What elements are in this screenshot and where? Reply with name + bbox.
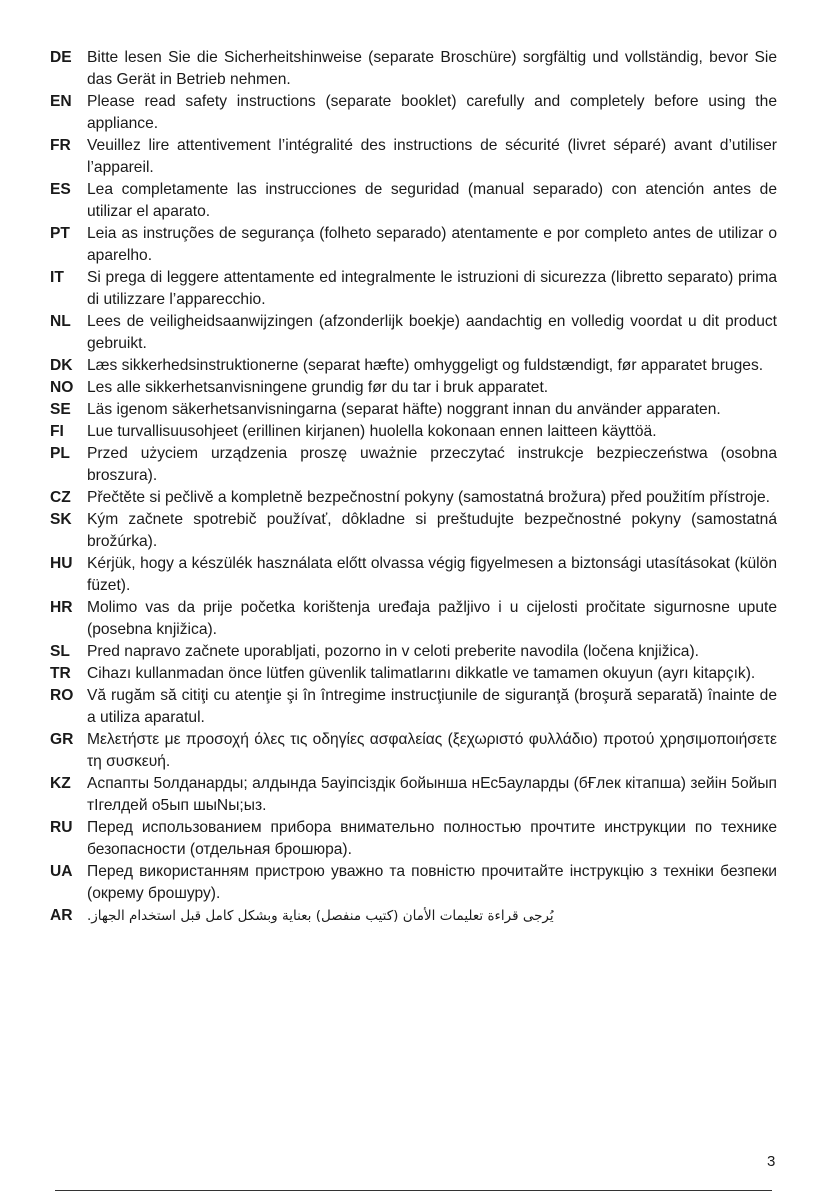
notice-ro [50,685,777,729]
notice-pt [50,223,777,267]
notice-tr [50,663,777,685]
language-code: ES [50,181,71,198]
notice-de [50,47,777,91]
notice-text: Les alle sikkerhetsanvisningene grundig før du tar i bruk apparatet. [87,379,549,396]
notice-text: Läs igenom säkerhetsanvisningarna (separat häfte) noggrant innan du använder apparaten. [87,401,721,418]
language-code: PT [50,225,70,242]
language-code: RU [50,819,73,836]
notice-text: Bitte lesen Sie die Sicherheitshinweise (separate Broschüre) sorgfältig und vollständig, bevor Sie das Gerät in Betrieb nehmen. [87,49,777,88]
notice-kz [50,773,777,817]
notice-text: Læs sikkerhedsinstruktionerne (separat hæfte) omhyggeligt og fuldstændigt, før apparatet bruges. [87,357,764,374]
notice-text: Lees de veiligheidsaanwijzingen (afzonderlijk boekje) aandachtig en volledig voordat u dit product gebruikt. [87,313,777,352]
notice-cz [50,487,777,509]
notice-text: Si prega di leggere attentamente ed integralmente le istruzioni di sicurezza (libretto separato) prima di utilizzare l’apparecchio. [87,269,777,308]
language-code: PL [50,445,70,462]
page-number: 3 [767,1153,776,1170]
notice-text: يُرجى قراءة تعليمات الأمان (كتيب منفصل) بعناية وبشكل كامل قبل استخدام الجهاز. [87,908,554,924]
notice-no [50,377,777,399]
notice-it [50,267,777,311]
language-code: DK [50,357,73,374]
notice-text: Pred napravo začnete uporabljati, pozorno in v celoti preberite navodila (ločena knjižica). [87,643,699,660]
notice-text: Kérjük, hogy a készülék használata előtt olvassa végig figyelmesen a biztonsági utasításokat (külön füzet). [87,555,777,594]
language-code: NO [50,379,74,396]
notice-text: Please read safety instructions (separate booklet) carefully and completely before using the appliance. [87,93,777,132]
notice-se [50,399,777,421]
language-code: SE [50,401,71,418]
notice-text: Leia as instruções de segurança (folheto separado) atentamente e por completo antes de utilizar o aparelho. [87,225,777,264]
notice-text: Перед використанням пристрою уважно та повністю прочитайте інструкцію з техніки безпеки (окрему брошуру). [87,863,777,902]
notice-text: Lue turvallisuusohjeet (erillinen kirjanen) huolella kokonaan ennen laitteen käyttöä. [87,423,657,440]
notice-sk [50,509,777,553]
language-code: CZ [50,489,71,506]
footer-divider [55,1190,772,1191]
language-code: EN [50,93,72,110]
notice-text: Przed użyciem urządzenia proszę uważnie przeczytać instrukcje bezpieczeństwa (osobna broszura). [87,445,777,484]
notice-es [50,179,777,223]
notice-text-wrapper [87,905,777,927]
notice-text: Μελετήστε με προσοχή όλες τις οδηγίες ασφαλείας (ξεχωριστό φυλλάδιο) προτού χρησιμοποιήσετε τη συσκευή. [87,731,777,770]
notice-pl [50,443,777,487]
language-code: FR [50,137,71,154]
notice-text: Vă rugăm să citiţi cu atenţie şi în întregime instrucţiunile de siguranţă (broşură separată) înainte de a utiliza aparatul. [87,687,777,726]
notice-text: Přečtěte si pečlivě a kompletně bezpečnostní pokyny (samostatná brožura) před použitím přístroje. [87,489,770,506]
notice-text: Veuillez lire attentivement l’intégralité des instructions de sécurité (livret séparé) avant d’utiliser l’appareil. [87,137,777,176]
notice-ar [50,905,777,927]
notice-text: Kým začnete spotrebič používať, dôkladne si preštudujte bezpečnostné pokyny (samostatná brožúrka). [87,511,777,550]
notice-text: Lea completamente las instrucciones de seguridad (manual separado) con atención antes de utilizar el aparato. [87,181,777,220]
language-code: IT [50,269,64,286]
notice-sl [50,641,777,663]
notice-text: Molimo vas da prije početka korištenja uređaja pažljivo i u cijelosti pročitate sigurnosne upute (posebna knjižica). [87,599,777,638]
safety-notice-list [50,47,777,927]
notice-ua [50,861,777,905]
language-code: DE [50,49,72,66]
language-code: AR [50,907,73,924]
notice-gr [50,729,777,773]
notice-nl [50,311,777,355]
notice-en [50,91,777,135]
language-code: HR [50,599,73,616]
notice-fr [50,135,777,179]
notice-text: Перед использованием прибора внимательно полностью прочтите инструкции по технике безопасности (отдельная брошюра). [87,819,777,858]
language-code: RO [50,687,74,704]
language-code: TR [50,665,71,682]
language-code: SK [50,511,72,528]
notice-text: Аспапты 5олданарды; алдында 5ауіпсіздік бойынша нЕс5ауларды (бҒлек кітапша) зейін 5ойып тІгелдей о5ып шыNы;ыз. [87,775,777,814]
notice-ru [50,817,777,861]
notice-fi [50,421,777,443]
language-code: UA [50,863,73,880]
language-code: NL [50,313,71,330]
language-code: FI [50,423,64,440]
language-code: KZ [50,775,71,792]
language-code: GR [50,731,74,748]
notice-text: Cihazı kullanmadan önce lütfen güvenlik talimatlarını dikkatle ve tamamen okuyun (ayrı kitapçık). [87,665,756,682]
notice-hr [50,597,777,641]
notice-dk [50,355,777,377]
language-code: SL [50,643,70,660]
notice-hu [50,553,777,597]
language-code: HU [50,555,73,572]
